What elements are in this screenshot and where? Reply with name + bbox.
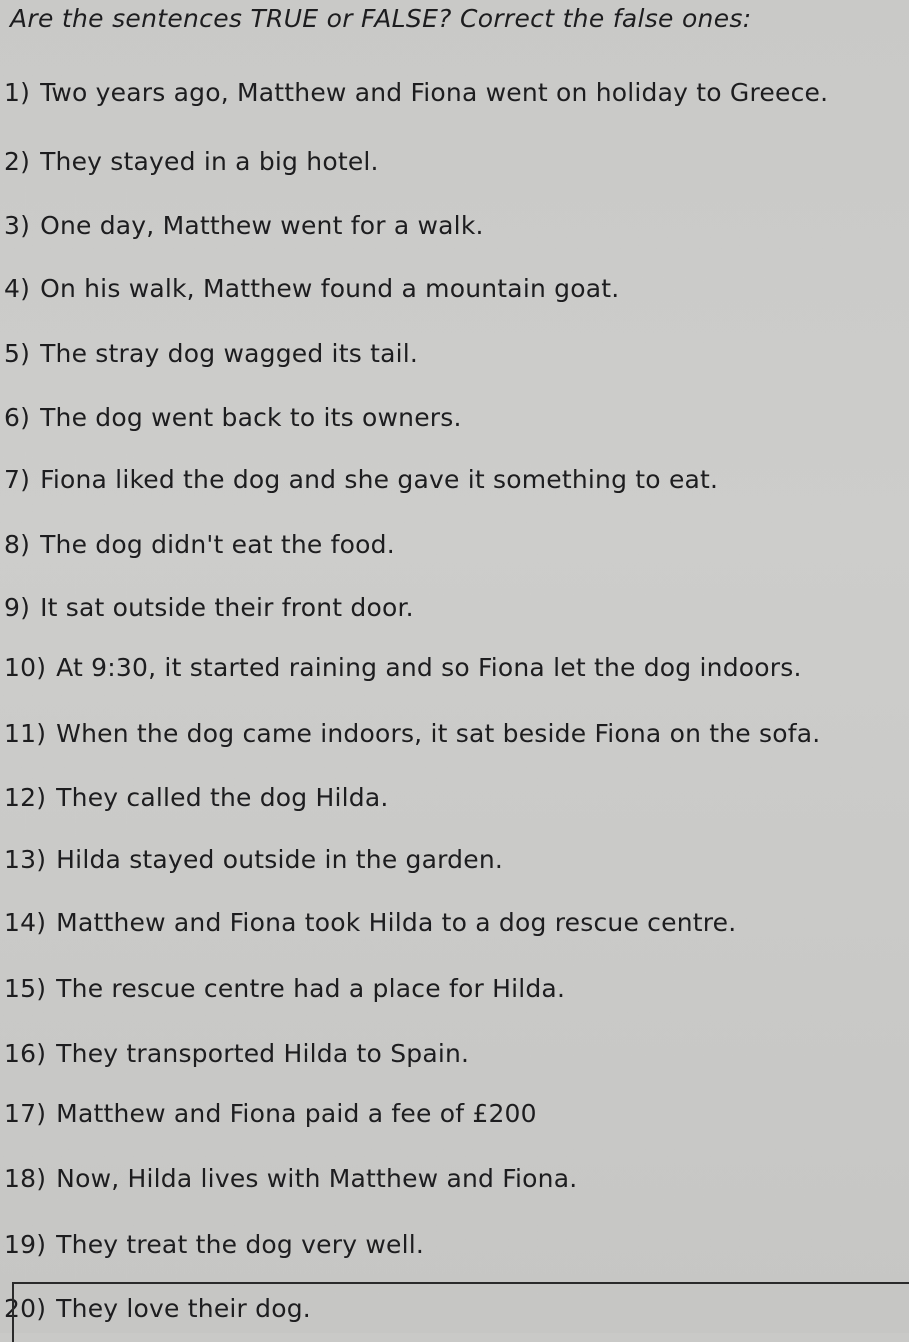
sentence-text: One day, Matthew went for a walk. (40, 211, 484, 240)
sentence-number: 18) (4, 1164, 47, 1193)
sentence-item (4, 1099, 537, 1129)
sentence-text: The rescue centre had a place for Hilda. (56, 974, 566, 1003)
sentence-text: Two years ago, Matthew and Fiona went on holiday to Greece. (40, 78, 829, 107)
sentence-text: Matthew and Fiona paid a fee of £200 (56, 1099, 537, 1128)
sentence-number: 2) (4, 147, 31, 176)
sentence-item (4, 403, 462, 433)
sentence-item (4, 653, 802, 683)
sentence-text: The dog didn't eat the food. (40, 530, 395, 559)
sentence-number: 1) (4, 78, 31, 107)
sentence-item (4, 908, 736, 938)
bottom-border-frame (12, 1282, 909, 1342)
sentence-item (4, 1230, 424, 1260)
sentence-item (4, 974, 565, 1004)
sentence-item (4, 78, 828, 108)
sentence-number: 15) (4, 974, 47, 1003)
sentence-number: 4) (4, 274, 31, 303)
sentence-item (4, 783, 389, 813)
sentence-text: The stray dog wagged its tail. (40, 339, 419, 368)
sentence-item (4, 274, 619, 304)
sentence-text: They love their dog. (56, 1294, 311, 1323)
sentence-number: 17) (4, 1099, 47, 1128)
sentence-item (4, 1039, 469, 1069)
sentence-item (4, 147, 379, 177)
sentence-number: 7) (4, 465, 31, 494)
sentence-text: It sat outside their front door. (40, 593, 414, 622)
sentence-text: Now, Hilda lives with Matthew and Fiona. (56, 1164, 578, 1193)
sentence-item (4, 719, 820, 749)
sentence-text: The dog went back to its owners. (40, 403, 462, 432)
sentence-number: 3) (4, 211, 31, 240)
sentence-number: 20) (4, 1294, 47, 1323)
sentence-text: Matthew and Fiona took Hilda to a dog rescue centre. (56, 908, 737, 937)
sentence-number: 16) (4, 1039, 47, 1068)
sentence-number: 14) (4, 908, 47, 937)
sentence-text: Hilda stayed outside in the garden. (56, 845, 504, 874)
sentence-item (4, 593, 414, 623)
sentence-item (4, 465, 718, 495)
sentence-number: 6) (4, 403, 31, 432)
sentence-number: 13) (4, 845, 47, 874)
sentence-number: 10) (4, 653, 47, 682)
sentence-number: 8) (4, 530, 31, 559)
sentence-item (4, 845, 503, 875)
sentence-text: At 9:30, it started raining and so Fiona let the dog indoors. (56, 653, 802, 682)
sentence-item (4, 1164, 577, 1194)
sentence-text: They stayed in a big hotel. (40, 147, 379, 176)
sentence-text: They called the dog Hilda. (56, 783, 389, 812)
sentence-number: 12) (4, 783, 47, 812)
worksheet-heading: Are the sentences TRUE or FALSE? Correct the false ones: (10, 4, 752, 33)
sentence-number: 19) (4, 1230, 47, 1259)
sentence-number: 5) (4, 339, 31, 368)
sentence-item (4, 211, 484, 241)
sentence-item (4, 530, 395, 560)
sentence-text: Fiona liked the dog and she gave it something to eat. (40, 465, 719, 494)
sentence-text: On his walk, Matthew found a mountain goat. (40, 274, 620, 303)
sentence-text: They treat the dog very well. (56, 1230, 425, 1259)
sentence-number: 9) (4, 593, 31, 622)
sentence-number: 11) (4, 719, 47, 748)
sentence-text: They transported Hilda to Spain. (56, 1039, 470, 1068)
sentence-text: When the dog came indoors, it sat beside Fiona on the sofa. (56, 719, 821, 748)
sentence-item (4, 339, 418, 369)
